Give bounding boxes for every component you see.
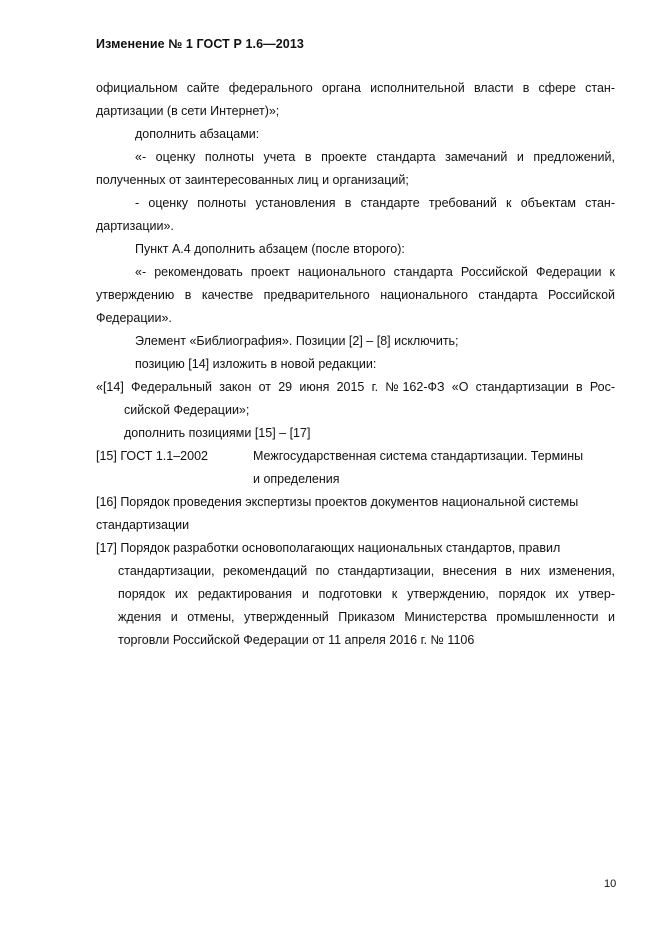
body-line: сийской Федерации»; bbox=[124, 403, 250, 417]
body-line: официальном сайте федерального органа исполнительной власти в сфере стан- bbox=[96, 81, 615, 95]
reference-16-continuation: стандартизации bbox=[96, 518, 190, 532]
body-line: Элемент «Библиография». Позиции [2] – [8] исключить; bbox=[135, 334, 459, 348]
body-line: Пункт А.4 дополнить абзацем (после второго): bbox=[135, 242, 405, 256]
reference-17: [17] Порядок разработки основополагающих национальных стандартов, правил bbox=[96, 541, 561, 555]
reference-17-continuation: торговли Российской Федерации от 11 апреля 2016 г. № 1106 bbox=[118, 633, 475, 647]
reference-15-title: Межгосударственная система стандартизации. Термины bbox=[253, 449, 584, 463]
reference-17-continuation: порядок их редактирования и подготовки к утверждению, порядок их утвер- bbox=[118, 587, 615, 601]
page-number: 10 bbox=[604, 878, 617, 890]
reference-15-title-continuation: и определения bbox=[253, 472, 340, 486]
body-line: дополнить позициями [15] – [17] bbox=[124, 426, 311, 440]
body-line: - оценку полноты установления в стандарте требований к объектам стан- bbox=[135, 196, 615, 210]
body-line: «[14] Федеральный закон от 29 июня 2015 г. №162-ФЗ «О стандартизации в Рос- bbox=[96, 380, 615, 394]
reference-17-continuation: стандартизации, рекомендаций по стандартизации, внесения в них изменения, bbox=[118, 564, 615, 578]
body-line: «- рекомендовать проект национального стандарта Российской Федерации к bbox=[135, 265, 615, 279]
document-header: Изменение № 1 ГОСТ Р 1.6—2013 bbox=[96, 37, 304, 51]
reference-16: [16] Порядок проведения экспертизы проектов документов национальной системы bbox=[96, 495, 579, 509]
body-line: позицию [14] изложить в новой редакции: bbox=[135, 357, 377, 371]
body-line: полученных от заинтересованных лиц и организаций; bbox=[96, 173, 409, 187]
reference-17-continuation: ждения и отмены, утвержденный Приказом Министерства промышленности и bbox=[118, 610, 615, 624]
body-line: «- оценку полноты учета в проекте стандарта замечаний и предложений, bbox=[135, 150, 615, 164]
body-line: Федерации». bbox=[96, 311, 172, 325]
reference-15-number: [15] ГОСТ 1.1–2002 bbox=[96, 449, 208, 463]
body-line: дополнить абзацами: bbox=[135, 127, 260, 141]
body-line: дартизации». bbox=[96, 219, 174, 233]
body-line: дартизации (в сети Интернет)»; bbox=[96, 104, 280, 118]
body-line: утверждению в качестве предварительного национального стандарта Российской bbox=[96, 288, 615, 302]
